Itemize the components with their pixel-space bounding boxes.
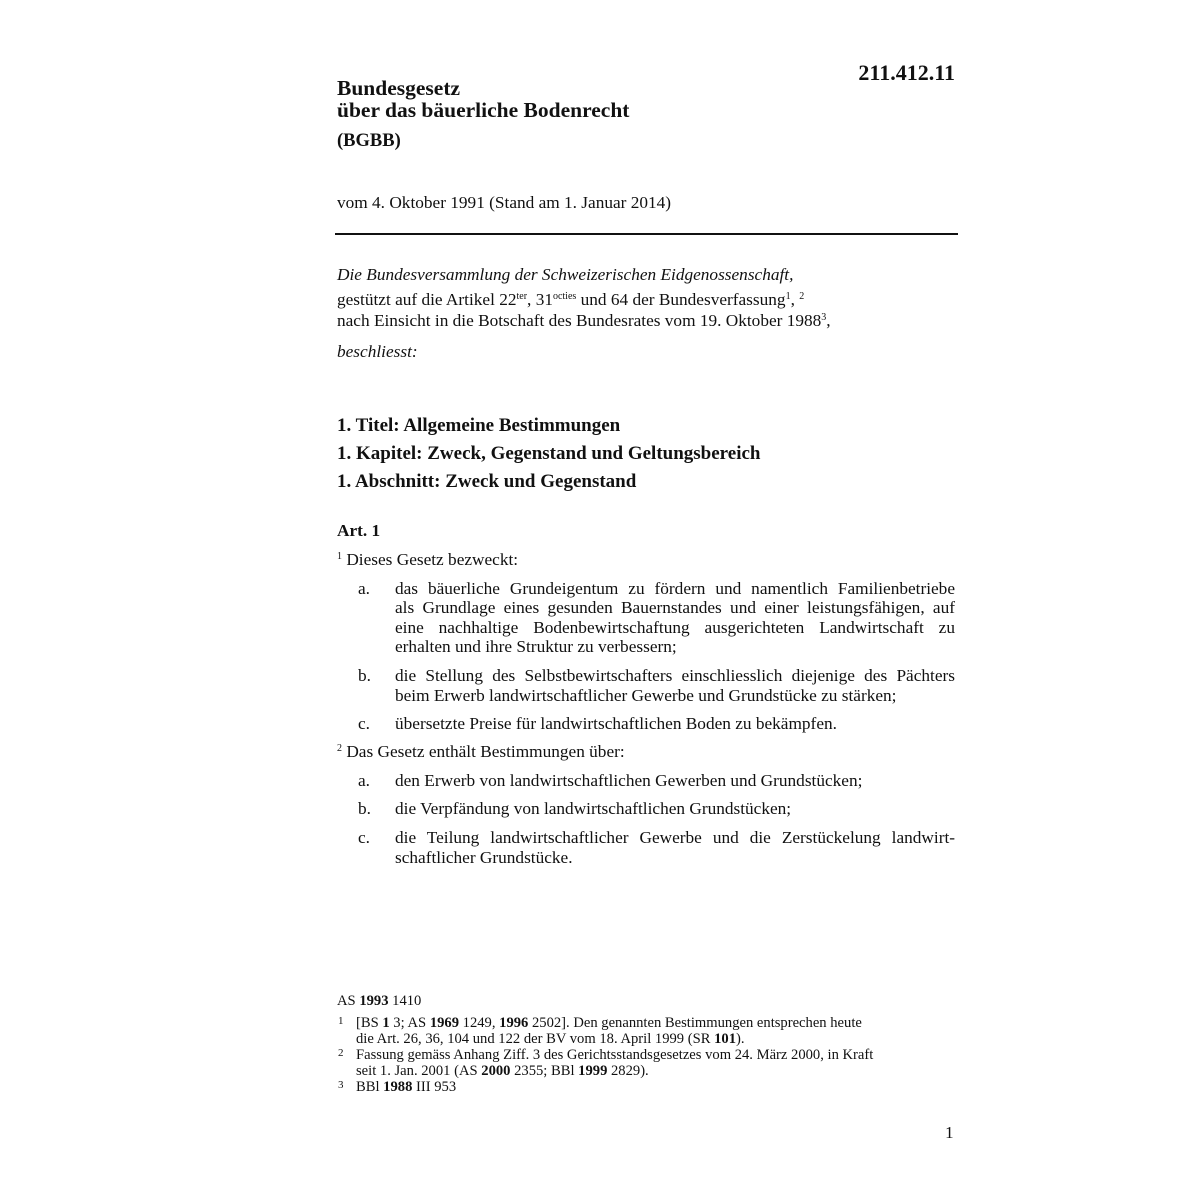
text: [BS: [356, 1015, 383, 1031]
footnote-number: 1: [338, 1015, 344, 1027]
item-line: schaftlicher Grundstücke.: [395, 848, 573, 867]
text: 1249,: [459, 1015, 500, 1031]
text: 1999: [578, 1063, 608, 1079]
item-line: eine nachhaltige Bodenbewirtschaftung ausgerichteten Landwirtschaft zu: [395, 618, 955, 637]
footnote-number: 3: [338, 1079, 344, 1091]
item-letter: c.: [358, 714, 370, 733]
item-letter: a.: [358, 771, 370, 790]
item-line: das bäuerliche Grundeigentum zu fördern und namentlich Familienbetriebe: [395, 579, 955, 598]
superscript: octies: [552, 291, 577, 302]
text: 1410: [388, 993, 422, 1009]
law-date: vom 4. Oktober 1991 (Stand am 1. Januar 2014): [337, 193, 672, 212]
text: 1993: [359, 993, 389, 1009]
page-number: 1: [945, 1123, 954, 1142]
text: und 64 der Bundesverfassung: [576, 290, 786, 309]
text: ,: [826, 311, 831, 330]
text: 1996: [499, 1015, 529, 1031]
text: 3; AS: [389, 1015, 430, 1031]
footnote-3-line: [356, 1079, 946, 1096]
item-line: beim Erwerb landwirtschaftlicher Gewerbe und Grundstücke zu stärken;: [395, 686, 897, 705]
item-line: die Teilung landwirtschaftlicher Gewerbe und die Zerstückelung landwirt-: [395, 828, 955, 847]
text: die Art. 26, 36, 104 und 122 der BV vom 18. April 1999 (SR: [356, 1031, 715, 1047]
text: Dieses Gesetz bezweckt:: [342, 550, 519, 569]
preamble-authority: Die Bundesversammlung der Schweizerischen Eidgenossenschaft,: [337, 265, 794, 284]
preamble-message: [337, 311, 831, 331]
text: ,: [790, 290, 800, 309]
text: Das Gesetz enthält Bestimmungen über:: [342, 742, 625, 761]
text: 2502]. Den genannten Bestimmungen entsprechen heute: [528, 1015, 862, 1031]
law-abbreviation: (BGBB): [337, 131, 401, 151]
preamble-legal-basis: [337, 290, 804, 310]
item-letter: c.: [358, 828, 370, 847]
item-letter: b.: [358, 666, 371, 685]
footnote-2-line: Fassung gemäss Anhang Ziff. 3 des Gerichtsstandsgesetzes vom 24. März 2000, in Kraft: [356, 1047, 874, 1063]
text: 101: [714, 1031, 736, 1047]
text: 2829).: [607, 1063, 649, 1079]
header-rule: [335, 233, 958, 235]
footnote-1-line: [356, 1015, 946, 1032]
footnote-ref[interactable]: 3: [821, 312, 827, 323]
item-line: als Grundlage eines gesunden Bauernstandes und einer leistungsfähigen, auf: [395, 598, 955, 617]
text: , 31: [527, 290, 553, 309]
item-line: die Stellung des Selbstbewirtschafters einschliesslich diejenige des Pächters: [395, 666, 955, 685]
paragraph-number: 2: [337, 743, 342, 754]
text: 1988: [383, 1079, 413, 1095]
item-line: die Verpfändung von landwirtschaftlichen Grundstücken;: [395, 799, 792, 818]
text: nach Einsicht in die Botschaft des Bundesrates vom 19. Oktober 1988: [337, 311, 822, 330]
text: seit 1. Jan. 2001 (AS: [356, 1063, 482, 1079]
preamble-decision: beschliesst:: [337, 342, 418, 361]
footnote-ref[interactable]: 2: [799, 291, 805, 302]
paragraph-number: 1: [337, 551, 342, 562]
item-line: erhalten und ihre Struktur zu verbessern;: [395, 637, 677, 656]
heading-chapter: 1. Kapitel: Zweck, Gegenstand und Geltungsbereich: [337, 443, 761, 464]
item-letter: b.: [358, 799, 371, 818]
footnote-1-line: [356, 1031, 946, 1048]
law-title-line1: Bundesgesetz: [337, 76, 461, 100]
text: 1: [382, 1015, 390, 1031]
footnote-2-line: [356, 1063, 946, 1080]
heading-title: 1. Titel: Allgemeine Bestimmungen: [337, 415, 621, 436]
text: 2355; BBl: [510, 1063, 579, 1079]
law-title-line2: über das bäuerliche Bodenrecht: [337, 98, 630, 122]
article-label: Art. 1: [337, 521, 381, 540]
text: 1969: [429, 1015, 459, 1031]
item-line: übersetzte Preise für landwirtschaftlichen Boden zu bekämpfen.: [395, 714, 837, 733]
text: 2000: [481, 1063, 511, 1079]
text: BBl: [356, 1079, 384, 1095]
sr-number: 211.412.11: [858, 60, 955, 85]
heading-section: 1. Abschnitt: Zweck und Gegenstand: [337, 471, 637, 492]
item-line: den Erwerb von landwirtschaftlichen Gewerben und Grundstücken;: [395, 771, 863, 790]
paragraph-2-intro: [337, 742, 625, 762]
text: gestützt auf die Artikel 22: [337, 290, 517, 309]
item-letter: a.: [358, 579, 370, 598]
as-reference: [337, 993, 421, 1010]
paragraph-1-intro: [337, 550, 518, 570]
text: AS: [337, 993, 360, 1009]
text: III 953: [412, 1079, 457, 1095]
superscript: ter: [516, 291, 528, 302]
footnote-ref[interactable]: 1: [785, 291, 791, 302]
footnote-number: 2: [338, 1047, 344, 1059]
text: ).: [735, 1031, 745, 1047]
